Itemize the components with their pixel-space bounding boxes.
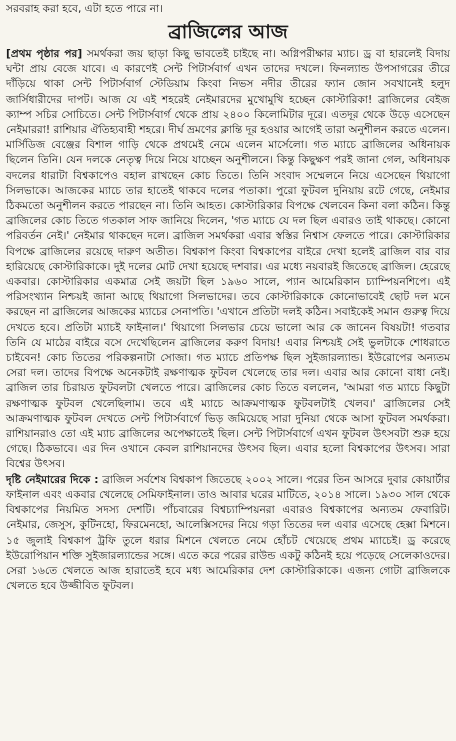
previous-article-tail: সরবরাহ করা হবে, এটা হতে পারে না। [6,3,163,15]
article-paragraph-2 [6,473,450,595]
subheading-label: দৃষ্টি নেইমারের দিকে : [6,473,99,486]
paragraph-1-text: সমর্থকরা জয় ছাড়া কিছু ভাবতেই চাইছে না। অগ্নিপরীক্ষার ম্যাচ। ড্র বা হারলেই বিদায় ঘন্টা প্রায় বেজে যাবে। এ কারণেই সেন্ট পিটার্সবার্গ এখন তাদের দখলে। ফিনল্যান্ড উপসাগরের তীরে দাঁড়িয়ে থাকা সেন্ট পিটার্সবার্গ স্টেডিয়াম কিংবা নিভস নদীর তীরের ফ্যান জোন সবখানেই হলুদ জার্সিধারীদের দাপট। আজ যে এই শহরেই নেইমারদের মুখোমুখি হচ্ছেন কোস্টারিকা! ব্রাজিলের বেইজ ক্যাম্প সচির সোচিতে। সেন্ট পিটার্সবার্গ থেকে প্রায় ২৪০০ কিলোমিটার দূরে। এতদূর থেকে উড়ে এসেছেন নেইমাররা! রাশিয়ার ঐতিহ্যবাহী শহরে। দীর্ঘ ভ্রমণের ক্লান্তি দূর হওয়ার আগেই তারা অনুশীলন করতে এলেন। মার্সিডিজ বেঞ্জের বিশাল গাড়ি থেকে প্রথমেই নেমে এলেন মার্সেলো। গত ম্যাচে ব্রাজিলের অধিনায়ক ছিলেন তিনি। যেন দলকে নেতৃত্ব দিয়ে নিয়ে যাচ্ছেন অনুশীলনে। কিন্তু কিছুক্ষণ পরই জানা গেল, অধিনায়ক বদলের ধারাটা বিশ্বকাপেও বহাল রাখছেন কোচ তিতে। তিনি সংবাদ সম্মেলনে নিয়ে এসেছেন থিয়াগো সিলভাকে। আজকের ম্যাচে তার হাতেই থাকবে দলের পতাকা। পুরো ফুটবল দুনিয়ায় রটে গেছে, নেইমার ঠিকমতো অনুশীলন করতে পারছেন না। তিনি আহত। কোস্টারিকার বিপক্ষে খেলবেন কিনা বলা কঠিন। কিন্তু ব্রাজিলের কোচ তিতে গতকাল সাফ জানিয়ে দিলেন, 'গত ম্যাচে যে দল ছিল এবারও তাই থাকছে। কোনো পরিবর্তন নেই।' নেইমার থাকছেন দলে। ব্রাজিল সমর্থকরা এবার স্বস্তির নিশ্বাস ফেলতে পারে। কোস্টারিকার বিপক্ষে ব্রাজিলের রয়েছে দারুণ অতীত। বিশ্বকাপ কিংবা বিশ্বকাপের বাইরে দেখা হলেই ব্রাজিল বার বার হারিয়েছে কোস্টারিকাকে। দুই দলের মোট দেখা হয়েছে দশবার। এর মধ্যে নয়বারই জিতেছে ব্রাজিল। হেরেছে একবার। কোস্টারিকার একমাত্র সেই জয়টা ছিল ১৯৬০ সালে, প্যান আমেরিকান চ্যাম্পিয়নশিপে। এই পরিসংখ্যান নিশ্চয়ই জানা আছে থিয়াগো সিলভাদের। তবে কোস্টারিকাকে কোনোভাবেই ছোট দল মনে করছেন না ব্রাজিলের আজকের ম্যাচের সেনাপতি। 'এখানে প্রতিটা দলই কঠিন। সবাইকেই সমান গুরুত্ব দিয়ে দেখতে হবে। প্রতিটা ম্যাচই ফাইনাল।' থিয়াগো সিলভার চেয়ে ভালো আর কে জানেন বিষয়টা! গতবার তিনি যে মাঠের বাইরে বসে দেখেছিলেন ব্রাজিলের করুণ বিদায়! এবার নিশ্চয়ই সেই ভুলটাকে শোধরাতে চাইবেন! কোচ তিতের পরিকল্পনাটা সোজা। গত ম্যাচে প্রতিপক্ষ ছিল সুইজারল্যান্ড। ইউরোপের অন্যতম সেরা দল। তাদের বিপক্ষে অনেকটাই রক্ষণাত্মক ফুটবল খেলেছে তার দল। এবার আর কোনো বাধা নেই। ব্রাজিল তার চিরায়ত ফুটবলটা খেলতে পারে। ব্রাজিলের কোচ তিতে বললেন, 'আমরা গত ম্যাচে কিছুটা রক্ষণাত্মক ফুটবল খেলেছিলাম। তবে এই ম্যাচে আক্রমণাত্মক ফুটবলটাই খেলব।' ব্রাজিলের সেই আক্রমণাত্মক ফুটবল দেখতে সেন্ট পিটার্সবার্গে ভিড় জমিয়েছে সারা দুনিয়া থেকে আসা ফুটবল সমর্থকরা। রাশিয়ানরাও তো এই ম্যাচ ব্রাজিলের অপেক্ষাতেই ছিল। সেন্ট পিটার্সবার্গে এখন ফুটবল উৎসবটা শুরু হয়ে গেছে। ঠিকভাবে। এর দিন ওখানে কেবল রাশিয়ানদের উৎসব ছিল। এবার হলো বিশ্বকাপের উৎসব। সারা বিশ্বের উৎসব। [6,48,450,471]
continuation-label: [প্রথম পৃষ্ঠার পর] [6,48,83,60]
paragraph-2-text: ব্রাজিল সর্বশেষ বিশ্বকাপ জিতেছে ২০০২ সালে। পরের তিন আসরে দুবার কোয়ার্টার ফাইনাল এবং একবার খেলেছে সেমিফাইনাল। তাও আবার ঘরের মাটিতে, ২০১৪ সালে। ১৯৩০ সাল থেকে বিশ্বকাপের নিয়মিত সদস্য দেশটি। পাঁচবারের বিশ্বচ্যাম্পিয়নরা এবারও বিশ্বকাপের অন্যতম ফেবারিট। নেইমার, জেসুস, কুটিনহো, ফিরমেনহো, আলেক্সিসদের নিয়ে গড়া তিতের দল এবার এসেছে হেক্সা মিশনে। ১৫ জুলাই বিশ্বকাপ ট্রফি তুলে ধরার মিশনে খেলতে নেমে হোঁচট খেয়েছে প্রথম ম্যাচেই। ড্র করেছে ইউরোপিয়ান শক্তি সুইজারল্যান্ডের সঙ্গে। এতে করে পরের রাউন্ড একটু কঠিনই হয়ে পড়েছে সেলেকাওদের। সেরা ১৬তে খেলতে আজ হারাতেই হবে মধ্য আমেরিকার দেশ কোস্টারিকাকে। এজন্য গোটা ব্রাজিলকে খেলতে হবে উজ্জীবিত ফুটবল। [6,473,451,593]
article-headline: ব্রাজিলের আজ [168,21,288,43]
article-paragraph-1 [6,47,450,473]
